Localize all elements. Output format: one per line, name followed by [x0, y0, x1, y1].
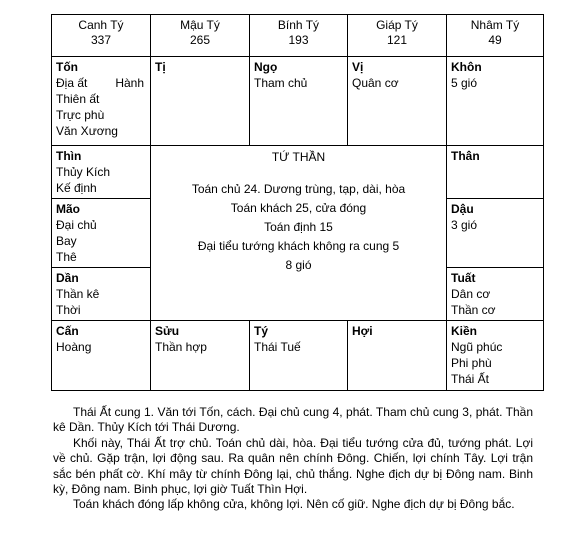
palace-name: Mão — [56, 202, 80, 216]
palace-vi — [347, 56, 447, 146]
palace-line: Quân cơ — [352, 76, 399, 90]
palace-line: Thời — [56, 303, 81, 317]
palace-line: Thần cơ — [451, 303, 496, 317]
header-value: 121 — [386, 33, 408, 47]
header-name: Mậu Tý — [180, 18, 220, 32]
header-value: 337 — [90, 33, 112, 47]
palace-name: Vị — [352, 60, 364, 74]
palace-khon — [446, 56, 544, 146]
header-cell-mau-ty — [150, 14, 250, 57]
palace-hoi — [347, 320, 447, 391]
palace-grid — [51, 14, 544, 391]
palace-line: 5 gió — [451, 76, 478, 90]
palace-line: Hoàng — [56, 340, 92, 354]
palace-name: Thân — [451, 149, 480, 163]
palace-name: Tý — [254, 324, 269, 338]
palace-line: Thần kê — [56, 287, 100, 301]
palace-suu — [150, 320, 250, 391]
center-line: Toán định 15 — [264, 220, 333, 234]
palace-name: Sửu — [155, 324, 180, 338]
center-line: 8 gió — [285, 258, 312, 272]
palace-mao — [51, 198, 151, 268]
center-four-spirits — [150, 145, 447, 321]
palace-name: Dần — [56, 271, 79, 285]
palace-line: Đại chủ — [56, 218, 97, 232]
palace-line: Hành — [115, 76, 144, 90]
palace-line-pair — [56, 75, 144, 91]
paragraph: Thái Ất cung 1. Văn tới Tốn, cách. Đại chủ cung 4, phát. Tham chủ cung 3, phát. Thần kê Dần. Thủy Kích tới Thái Dương. — [53, 405, 533, 435]
palace-line: Văn Xương — [56, 124, 118, 138]
header-cell-nham-ty — [446, 14, 544, 57]
header-cell-giap-ty — [347, 14, 447, 57]
palace-name: Kiền — [451, 324, 478, 338]
palace-line: Ngũ phúc — [451, 340, 503, 354]
palace-ti — [150, 56, 250, 146]
palace-dan — [51, 267, 151, 321]
palace-line: Phi phù — [451, 356, 492, 370]
palace-tuat — [446, 267, 544, 321]
palace-name: Ngọ — [254, 60, 278, 74]
palace-line: Thái Tuế — [254, 340, 301, 354]
header-value: 265 — [189, 33, 211, 47]
paragraph: Toán khách đóng lấp không cửa, không lợi. Nên cố giữ. Nghe địch dự bị Đông bắc. — [73, 497, 515, 512]
palace-dau — [446, 198, 544, 268]
palace-line: Trực phù — [56, 108, 105, 122]
header-name: Giáp Tý — [376, 18, 418, 32]
paragraph: Khối này, Thái Ất trợ chủ. Toán chủ dài, hòa. Đại tiểu tướng cửa đủ, tướng phát. Lợi về chủ. Gặp trận, lợi động sau. Ra quân nên chính Đông. Chiến, lợi chính Tây. Lợi trận sắc bén phất cờ. Khí mây từ chính Đông lại, chủ thắng. Nghe địch dự bị Đông nam. Binh kỳ, Đông nam. Binh phục, lợi giờ Tuất Thìn Hợi. — [53, 435, 533, 497]
palace-can — [51, 320, 151, 391]
palace-line: Thủy Kích — [56, 165, 111, 179]
palace-name: Khôn — [451, 60, 482, 74]
palace-name: Thìn — [56, 149, 82, 163]
palace-name: Tị — [155, 60, 166, 74]
palace-line: Thiên ất — [56, 92, 100, 106]
header-cell-canh-ty — [51, 14, 151, 57]
palace-line: 3 gió — [451, 218, 478, 232]
header-name: Canh Tý — [78, 18, 124, 32]
palace-thin — [51, 145, 151, 199]
palace-line: Thần hợp — [155, 340, 207, 354]
palace-than — [446, 145, 544, 199]
palace-name: Tốn — [56, 60, 78, 74]
palace-kien — [446, 320, 544, 391]
header-value: 193 — [288, 33, 309, 47]
palace-name: Hợi — [352, 324, 373, 338]
palace-ton — [51, 56, 151, 146]
palace-line: Kế định — [56, 181, 97, 195]
center-line: Toán chủ 24. Dương trùng, tạp, dài, hòa — [191, 182, 406, 196]
header-name: Bính Tý — [277, 18, 320, 32]
palace-name: Dậu — [451, 202, 474, 216]
palace-line: Bay — [56, 234, 77, 248]
palace-line: Tham chủ — [254, 76, 308, 90]
palace-ty — [249, 320, 348, 391]
palace-line: Dân cơ — [451, 287, 491, 301]
palace-line: Thái Ất — [451, 372, 490, 386]
header-cell-binh-ty — [249, 14, 348, 57]
center-line: Đại tiểu tướng khách không ra cung 5 — [197, 239, 400, 253]
commentary-text — [53, 405, 533, 513]
palace-ngo — [249, 56, 348, 146]
palace-line: Thê — [56, 250, 77, 264]
center-title: TỨ THẦN — [271, 150, 326, 164]
palace-name: Tuất — [451, 271, 476, 285]
center-line: Toán khách 25, cửa đóng — [230, 201, 367, 215]
header-name: Nhâm Tý — [470, 18, 520, 32]
header-value: 49 — [488, 33, 502, 47]
palace-line: Địa ất — [56, 76, 88, 90]
palace-name: Cấn — [56, 324, 79, 338]
